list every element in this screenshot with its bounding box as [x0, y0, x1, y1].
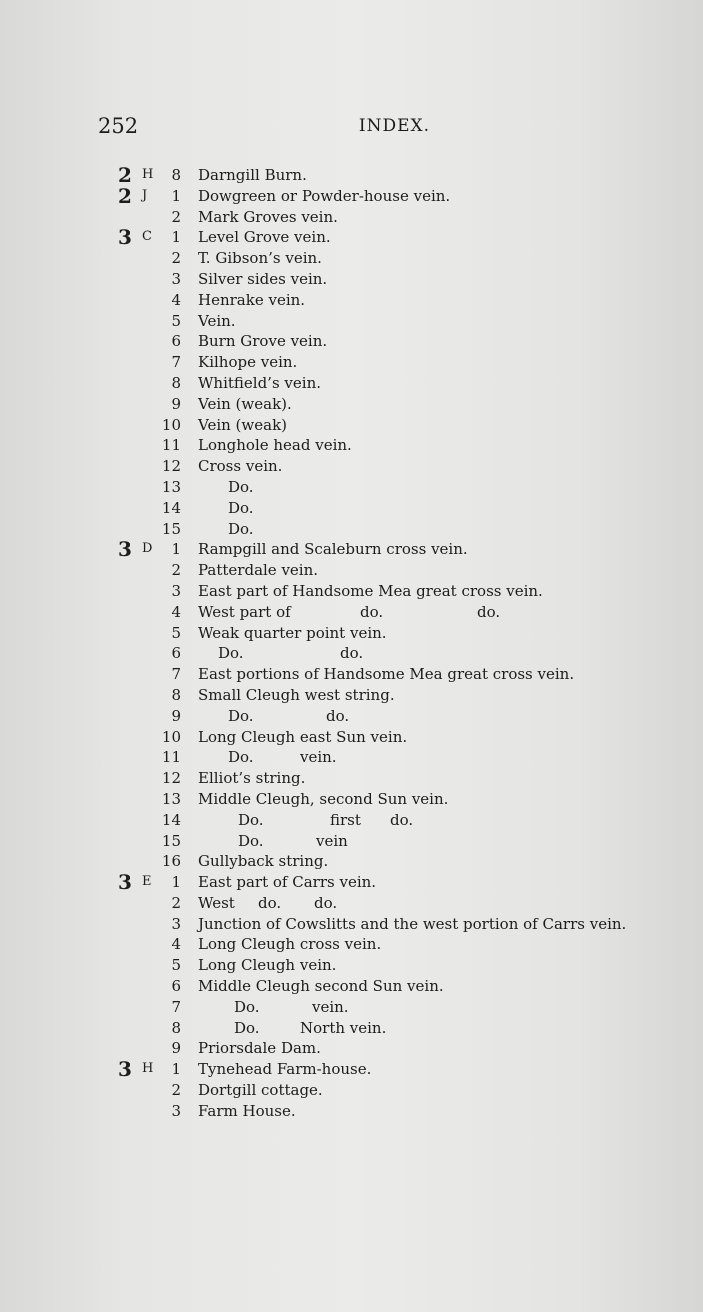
entry-description: Gullyback string. — [198, 852, 329, 871]
sheet-letter: C — [142, 229, 152, 245]
entry-description: Patterdale vein. — [198, 561, 319, 580]
ditto-column: do. — [477, 602, 501, 621]
index-entry — [0, 352, 703, 373]
entry-number: 5 — [171, 623, 181, 642]
ditto-column: do. — [258, 893, 282, 912]
ditto-column: do. — [390, 810, 414, 829]
index-entry — [0, 602, 703, 623]
entry-description: East part of Carrs vein. — [198, 873, 377, 892]
index-entry — [0, 997, 703, 1018]
entry-description: Farm House. — [198, 1101, 296, 1120]
entry-description: Do. — [238, 831, 264, 850]
entry-number: 13 — [161, 477, 181, 496]
index-entry — [0, 768, 703, 789]
index-entry — [0, 831, 703, 852]
entry-number: 1 — [171, 228, 181, 247]
index-entry — [0, 394, 703, 415]
index-entry — [0, 290, 703, 311]
index-entry — [0, 976, 703, 997]
entry-description: West part of — [198, 602, 291, 621]
entry-description: Dortgill cottage. — [198, 1081, 323, 1100]
entry-description: Long Cleugh cross vein. — [198, 935, 382, 954]
index-entry — [0, 456, 703, 477]
entry-description: Vein. — [198, 311, 236, 330]
index-entry — [0, 664, 703, 685]
entry-number: 8 — [171, 1018, 181, 1037]
entry-number: 14 — [161, 810, 181, 829]
sheet-letter: E — [142, 874, 152, 890]
entry-description: East part of Handsome Mea great cross vein. — [198, 581, 543, 600]
sheet-letter: H — [142, 167, 154, 182]
entry-description: Do. — [228, 519, 254, 538]
entry-number: 4 — [171, 602, 181, 621]
entry-description: Kilhope vein. — [198, 353, 298, 372]
index-entry — [0, 747, 703, 768]
index-entry — [0, 269, 703, 290]
entry-description: Middle Cleugh second Sun vein. — [198, 977, 444, 996]
ditto-column: first — [330, 810, 361, 829]
entry-description: Long Cleugh east Sun vein. — [198, 727, 408, 746]
index-entry — [0, 934, 703, 955]
entry-number: 4 — [171, 290, 181, 309]
sheet-number: 3 — [118, 870, 132, 895]
index-entry — [0, 581, 703, 602]
index-entry — [0, 539, 703, 560]
index-entry — [0, 415, 703, 436]
entry-number: 6 — [171, 332, 181, 351]
entry-description: Vein (weak) — [198, 415, 288, 434]
entry-number: 10 — [161, 727, 181, 746]
entry-number: 3 — [171, 1101, 181, 1120]
entry-number: 1 — [171, 873, 181, 892]
index-entry — [0, 560, 703, 581]
entry-description: T. Gibson’s vein. — [198, 249, 322, 268]
index-entry — [0, 183, 703, 208]
page-header — [98, 114, 430, 144]
entry-description: Silver sides vein. — [198, 269, 328, 288]
entry-number: 13 — [161, 789, 181, 808]
index-entry — [0, 519, 703, 540]
entry-description: Vein (weak). — [198, 394, 292, 413]
entry-description: Darngill Burn. — [198, 166, 307, 184]
index-entry — [0, 311, 703, 332]
entry-description: Longhole head vein. — [198, 436, 352, 455]
index-entry — [0, 477, 703, 498]
index-entry — [0, 165, 703, 186]
entry-description: Elliot’s string. — [198, 769, 306, 788]
index-entry — [0, 207, 703, 228]
entry-description: Do. — [234, 1018, 260, 1037]
entry-description: Long Cleugh vein. — [198, 956, 337, 975]
index-entry — [0, 1059, 703, 1080]
entry-number: 2 — [171, 207, 181, 226]
index-entry — [0, 706, 703, 727]
entry-description: Do. — [234, 997, 260, 1016]
index-entry — [0, 872, 703, 893]
ditto-column: North vein. — [300, 1018, 387, 1037]
index-entry — [0, 1018, 703, 1039]
entry-number: 4 — [171, 935, 181, 954]
entry-number: 14 — [161, 498, 181, 517]
sheet-letter: H — [142, 1061, 154, 1077]
entry-description: Do. — [228, 748, 254, 767]
entry-description: Whitfield’s vein. — [198, 373, 321, 392]
entry-number: 9 — [171, 706, 181, 725]
entry-description: West — [198, 893, 235, 912]
index-entry — [0, 851, 703, 872]
entry-description: Do. — [218, 644, 244, 663]
index-entry — [0, 1038, 703, 1059]
ditto-column: vein — [316, 831, 348, 850]
index-entry — [0, 623, 703, 644]
entry-number: 9 — [171, 394, 181, 413]
entry-number: 3 — [171, 581, 181, 600]
index-entry — [0, 727, 703, 748]
index-entry — [0, 789, 703, 810]
ditto-column: do. — [360, 602, 384, 621]
entry-number: 11 — [161, 748, 181, 767]
entry-number: 6 — [171, 977, 181, 996]
entry-number: 3 — [171, 914, 181, 933]
index-entries — [0, 165, 703, 1122]
index-entry — [0, 914, 703, 935]
ditto-column: vein. — [300, 748, 337, 767]
entry-description: Junction of Cowslitts and the west portion of Carrs vein. — [198, 914, 627, 933]
entry-description: Priorsdale Dam. — [198, 1039, 321, 1058]
entry-number: 15 — [161, 831, 181, 850]
page-number: 252 — [98, 114, 139, 138]
entry-number: 1 — [171, 186, 181, 205]
entry-number: 7 — [171, 353, 181, 372]
index-entry — [0, 955, 703, 976]
entry-description: Henrake vein. — [198, 290, 306, 309]
entry-number: 6 — [171, 644, 181, 663]
index-entry — [0, 643, 703, 664]
index-entry — [0, 373, 703, 394]
entry-number: 1 — [171, 540, 181, 559]
entry-number: 12 — [161, 457, 181, 476]
entry-number: 2 — [171, 249, 181, 268]
entry-description: Do. — [228, 477, 254, 496]
entry-description: Cross vein. — [198, 457, 283, 476]
sheet-number: 3 — [118, 225, 132, 250]
sheet-number: 3 — [118, 537, 132, 562]
entry-number: 5 — [171, 956, 181, 975]
index-entry — [0, 498, 703, 519]
entry-number: 1 — [171, 1060, 181, 1079]
entry-description: Mark Groves vein. — [198, 207, 338, 226]
entry-number: 11 — [161, 436, 181, 455]
entry-number: 7 — [171, 997, 181, 1016]
entry-number: 12 — [161, 769, 181, 788]
entry-description: Weak quarter point vein. — [198, 623, 387, 642]
ditto-column: do. — [314, 893, 338, 912]
entry-description: Rampgill and Scaleburn cross vein. — [198, 540, 468, 559]
entry-number: 2 — [171, 893, 181, 912]
entry-description: Do. — [238, 810, 264, 829]
sheet-letter: D — [142, 541, 153, 557]
running-title: INDEX. — [358, 116, 430, 136]
entry-number: 9 — [171, 1039, 181, 1058]
entry-number: 2 — [171, 1081, 181, 1100]
ditto-column: do. — [326, 706, 350, 725]
sheet-number: 2 — [118, 183, 132, 208]
index-entry — [0, 893, 703, 914]
entry-description: Dowgreen or Powder-house vein. — [198, 186, 451, 205]
entry-number: 10 — [161, 415, 181, 434]
entry-number: 8 — [171, 373, 181, 392]
index-entry — [0, 248, 703, 269]
entry-number: 15 — [161, 519, 181, 538]
entry-description: Burn Grove vein. — [198, 332, 328, 351]
sheet-number: 3 — [118, 1057, 132, 1082]
entry-description: Small Cleugh west string. — [198, 685, 395, 704]
ditto-column: vein. — [312, 997, 349, 1016]
entry-number: 8 — [171, 166, 181, 184]
index-entry — [0, 810, 703, 831]
index-entry — [0, 1080, 703, 1101]
sheet-number: 2 — [118, 163, 132, 187]
index-entry — [0, 331, 703, 352]
index-entry — [0, 685, 703, 706]
entry-description: Tynehead Farm-house. — [198, 1060, 372, 1079]
index-entry — [0, 1101, 703, 1122]
index-entry — [0, 227, 703, 248]
index-entry — [0, 435, 703, 456]
entry-description: Do. — [228, 498, 254, 517]
ditto-column: do. — [340, 644, 364, 663]
entry-number: 2 — [171, 561, 181, 580]
entry-number: 16 — [161, 852, 181, 871]
entry-description: Level Grove vein. — [198, 228, 331, 247]
entry-number: 7 — [171, 665, 181, 684]
entry-number: 8 — [171, 685, 181, 704]
sheet-letter: J — [142, 187, 148, 203]
entry-description: Middle Cleugh, second Sun vein. — [198, 789, 449, 808]
entry-description: Do. — [228, 706, 254, 725]
entry-number: 5 — [171, 311, 181, 330]
entry-number: 3 — [171, 269, 181, 288]
entry-description: East portions of Handsome Mea great cross vein. — [198, 665, 575, 684]
